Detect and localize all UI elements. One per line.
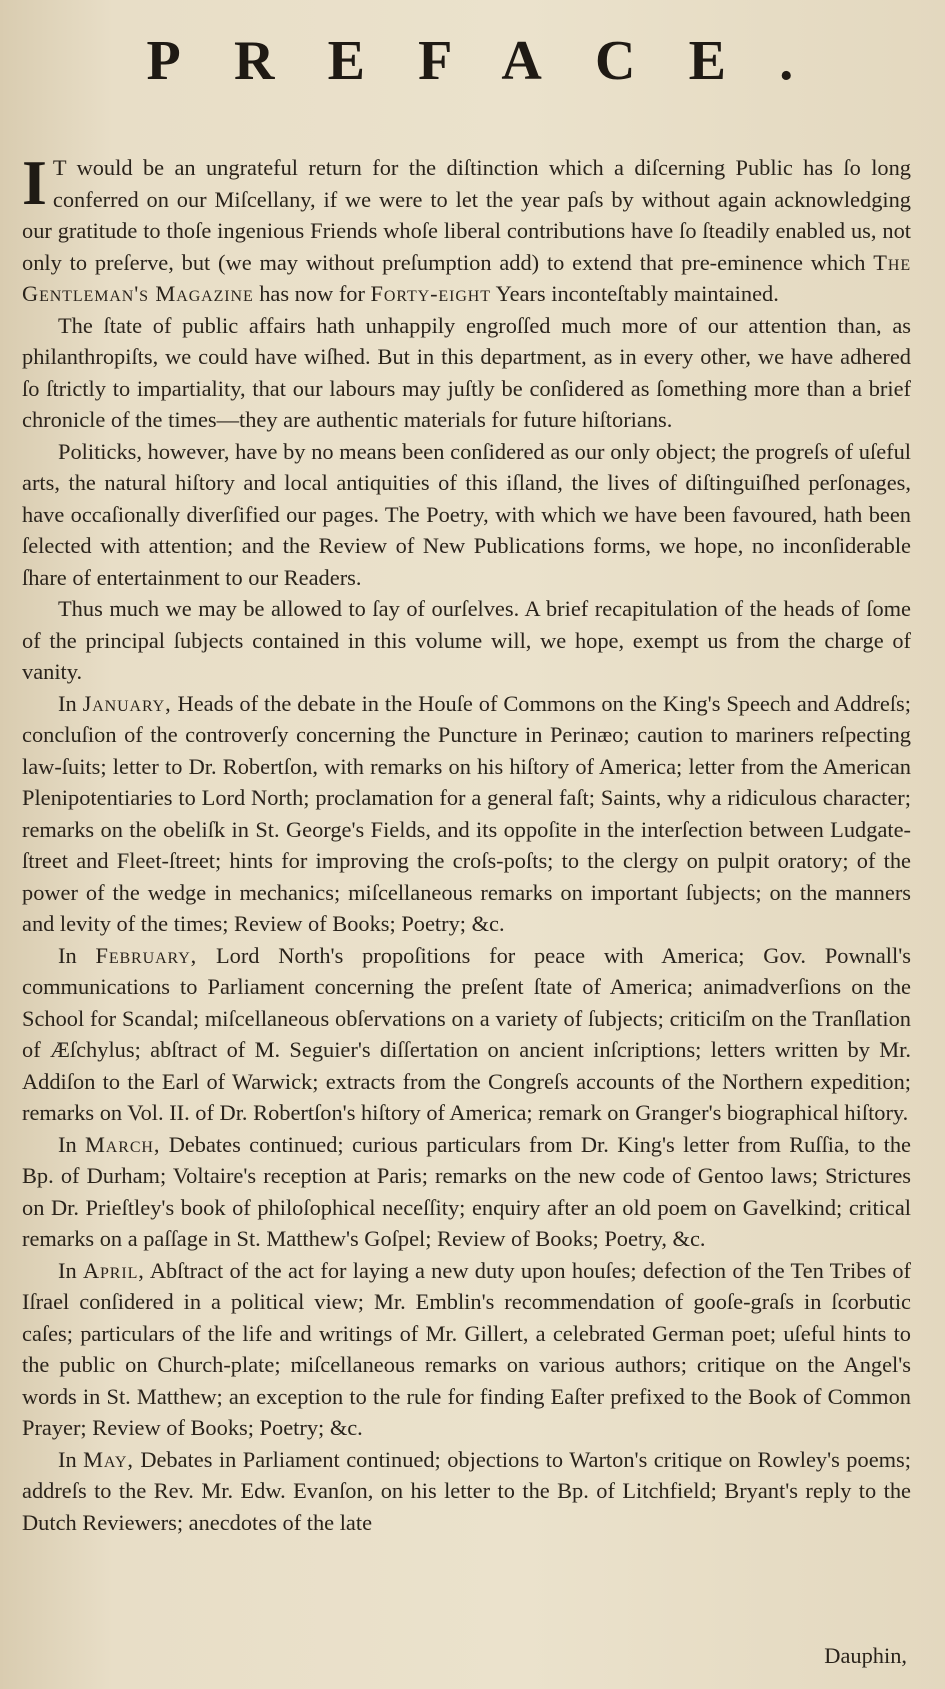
- month-name: January,: [82, 690, 172, 716]
- paragraph-text: Years inconteſtably maintained.: [495, 281, 779, 306]
- paragraph-lead: In: [58, 1131, 77, 1157]
- paragraph-public-affairs: [22, 310, 911, 436]
- catchword: Dauphin,: [824, 1643, 907, 1668]
- paragraph-text: Politicks, however, have by no means been conſidered as our only object; the progreſs of uſeful arts, the natural hiſtory and local antiquities of this iſland, the lives of diſtinguiſhed perſonages, have occaſionally diverſified our pages. The Poetry, with which we have been favoured, hath been ſelected with attention; and the Review of New Publications forms, we hope, no inconſiderable ſhare of entertainment to our Readers.: [22, 438, 911, 590]
- paragraph-february: [22, 940, 911, 1129]
- paragraph-text: Abſtract of the act for laying a new duty upon houſes; defection of the Ten Tribes of Iſrael conſidered in a political view; Mr. Emblin's recommendation of gooſe-graſs in ſcorbutic caſes; particulars of the life and writings of Mr. Gillert, a celebrated German poet; uſeful hints to the public on Church-plate; miſcellaneous remarks on various authors; critique on the Angel's words in St. Matthew; an exception to the rule for finding Eaſter prefixed to the Book of Common Prayer; Review of Books; Poetry; &c.: [22, 1257, 911, 1440]
- paragraph-text: Thus much we may be allowed to ſay of ourſelves. A brief recapitulation of the heads of ſome of the principal ſubjects contained in this volume will, we hope, exempt us from the charge of vanity.: [22, 596, 911, 684]
- paragraph-text: Lord North's propoſitions for peace with America; Gov. Pownall's communications to Parliament concerning the preſent ſtate of America; animadverſions on the School for Scandal; miſcellaneous obſervations on a variety of ſubjects; criticiſm on the Tranſlation of Æſchylus; abſtract of M. Seguier's diſſertation on ancient inſcriptions; letters written by Mr. Addiſon to the Earl of Warwick; extracts from the Congreſs accounts of the Northern expedition; remarks on Vol. II. of Dr. Robertſon's hiſtory of America; remark on Granger's biographical hiſtory.: [22, 942, 911, 1125]
- paragraph-text: has now for: [259, 281, 365, 306]
- paragraph-recapitulation: [22, 593, 911, 688]
- paragraph-lead: In: [58, 1257, 77, 1283]
- paragraph-march: [22, 1129, 911, 1255]
- paragraph-text: T would be an ungrateful return for the diſtinction which a diſcerning Public has ſo long conferred on our Miſcellany, if we were to let the year paſs by without again acknowledging our gratitude to thoſe ingenious Friends whoſe liberal contributions have ſo ſteadily enabled us, not only to preſerve, but (we may without preſumption add) to extend that pre-eminence which: [22, 155, 911, 275]
- paragraph-text: The ſtate of public affairs hath unhappily engroſſed much more of our attention than, as philanthropiſts, we could have wiſhed. But in this department, as in every other, we have adhered ſo ſtrictly to impartiality, that our labours may juſtly be conſidered as ſomething more than a brief chronicle of the times—they are authentic materials for future hiſtorians.: [22, 312, 911, 432]
- paragraph-lead: In: [58, 1446, 77, 1472]
- preface-body: [22, 147, 911, 1538]
- page-title: PREFACE.: [146, 30, 847, 92]
- paragraph-text: Debates continued; curious particulars from Dr. King's letter from Ruſſia, to the Bp. of Durham; Voltaire's reception at Paris; remarks on the new code of Gentoo laws; Strictures on Dr. Prieſtley's book of philoſophical neceſſity; enquiry after an old poem on Gavelkind; critical remarks on a paſſage in St. Matthew's Goſpel; Review of Books; Poetry, &c.: [22, 1131, 911, 1251]
- paragraph-text: Debates in Parliament continued; objections to Warton's critique on Rowley's poems; addreſs to the Rev. Mr. Edw. Evanſon, on his letter to the Bp. of Litchfield; Bryant's reply to the Dutch Reviewers; anecdotes of the late: [22, 1446, 911, 1535]
- paragraph-may: [22, 1444, 911, 1539]
- paragraph-intro: [22, 147, 911, 310]
- paragraph-lead: In: [58, 942, 77, 968]
- paragraph-text: Heads of the debate in the Houſe of Commons on the King's Speech and Addreſs; concluſion of the controverſy concerning the Puncture in Perinæo; caution to mariners reſpecting law-ſuits; letter to Dr. Robertſon, with remarks on his hiſtory of America; letter from the American Plenipotentiaries to Lord North; proclamation for a general faſt; Saints, why a ridiculous character; remarks on the obeliſk in St. George's Fields, and its oppoſite in the interſection between Ludgate-ſtreet and Fleet-ſtreet; hints for improving the croſs-poſts; to the clergy on pulpit oratory; of the power of the wedge in mechanics; miſcellaneous remarks on important ſubjects; on the manners and levity of the times; Review of Books; Poetry; &c.: [22, 690, 911, 936]
- drop-cap: I: [22, 147, 47, 218]
- magazine-name: The Gentleman's Magazine: [22, 249, 911, 306]
- month-name: April,: [82, 1257, 145, 1283]
- paragraph-january: [22, 688, 911, 940]
- years-count: Forty-eight: [370, 281, 491, 306]
- month-name: February,: [95, 942, 198, 968]
- paragraph-politicks: [22, 436, 911, 594]
- paragraph-april: [22, 1255, 911, 1444]
- month-name: May,: [83, 1446, 134, 1472]
- month-name: March,: [85, 1131, 161, 1157]
- paragraph-lead: In: [58, 690, 77, 716]
